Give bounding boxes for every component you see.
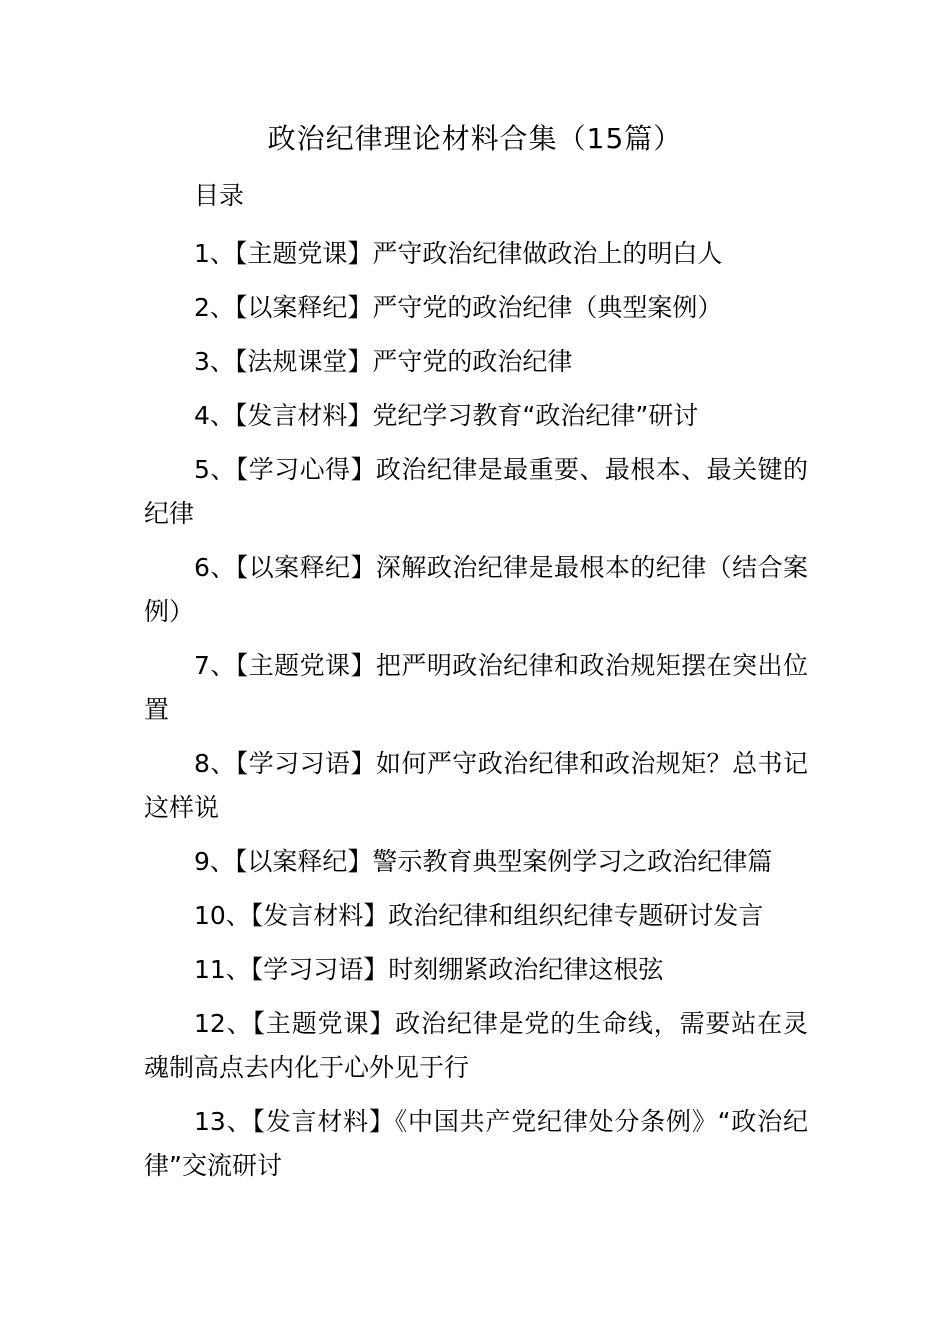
toc-item-12 xyxy=(144,1002,808,1090)
toc-item-10 xyxy=(144,894,808,938)
toc-item-text: 8、【学习习语】如何严守政治纪律和政治规矩？总书记这样说 xyxy=(144,749,808,822)
toc-item-text: 11、【学习习语】时刻绷紧政治纪律这根弦 xyxy=(194,955,664,984)
toc-item-4 xyxy=(144,394,808,438)
toc-item-9 xyxy=(144,840,808,884)
toc-item-text: 2、【以案释纪】严守党的政治纪律（典型案例） xyxy=(194,293,723,322)
toc-item-text: 6、【以案释纪】深解政治纪律是最根本的纪律（结合案例） xyxy=(144,553,808,626)
toc-item-text: 10、【发言材料】政治纪律和组织纪律专题研讨发言 xyxy=(194,901,764,930)
toc-item-6 xyxy=(144,546,808,634)
toc-item-13 xyxy=(144,1100,808,1188)
document-title: 政治纪律理论材料合集（15篇） xyxy=(267,122,683,155)
toc-item-text: 7、【主题党课】把严明政治纪律和政治规矩摆在突出位置 xyxy=(144,651,808,724)
toc-list xyxy=(144,232,808,1198)
toc-item-2 xyxy=(144,286,808,330)
toc-item-1 xyxy=(144,232,808,276)
toc-item-5 xyxy=(144,448,808,536)
toc-item-11 xyxy=(144,948,808,992)
toc-item-text: 3、【法规课堂】严守党的政治纪律 xyxy=(194,347,573,376)
toc-item-text: 9、【以案释纪】警示教育典型案例学习之政治纪律篇 xyxy=(194,847,773,876)
toc-item-text: 13、【发言材料】《中国共产党纪律处分条例》“政治纪律”交流研讨 xyxy=(144,1107,808,1180)
toc-item-text: 5、【学习心得】政治纪律是最重要、最根本、最关键的纪律 xyxy=(144,455,808,528)
toc-item-7 xyxy=(144,644,808,732)
toc-heading: 目录 xyxy=(194,181,245,210)
toc-item-text: 4、【发言材料】党纪学习教育“政治纪律”研讨 xyxy=(194,401,699,430)
toc-item-text: 1、【主题党课】严守政治纪律做政治上的明白人 xyxy=(194,239,723,268)
toc-item-8 xyxy=(144,742,808,830)
toc-item-text: 12、【主题党课】政治纪律是党的生命线，需要站在灵魂制高点去内化于心外见于行 xyxy=(144,1009,808,1082)
toc-item-3 xyxy=(144,340,808,384)
